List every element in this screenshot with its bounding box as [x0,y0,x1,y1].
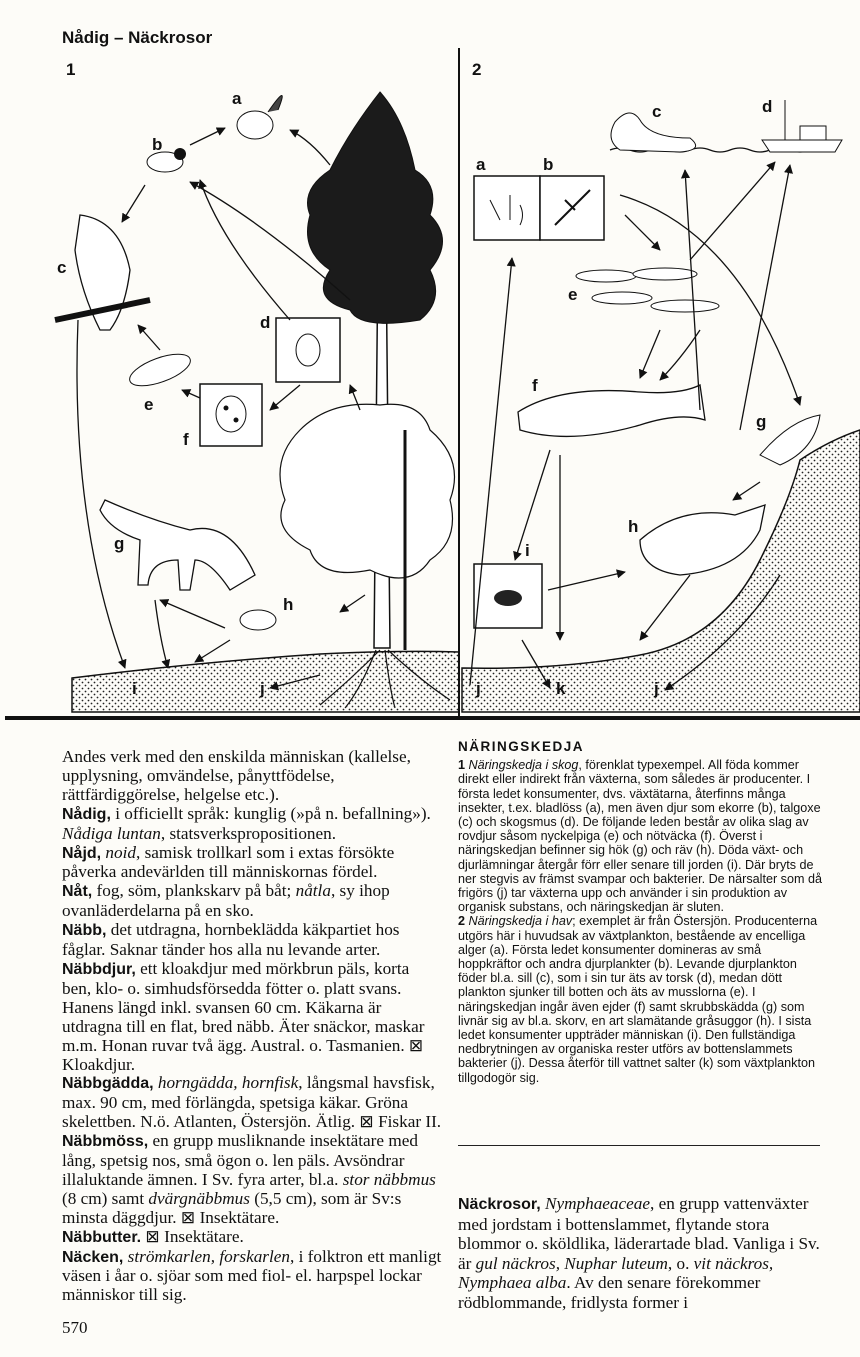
phytoplankton-box [474,176,540,240]
food-chain-illustration [0,40,860,730]
page-number: 570 [62,1318,88,1337]
forest-soil [72,651,459,712]
sea-label: d [762,97,773,116]
sea-label: g [756,412,767,431]
caption-para-2: 2 Näringskedja i hav; exemplet är från Östersjön. Producenterna utgörs här i huvudsak av växtplankton, bestående av encelliga alger (a). Första ledet konsumenter domineras av små hoppkräftor och andra djurplankter (b). Levande djurplankton föder bl.a. sill (c), som i sin tur äts av torsk (d), medan dött plankton sjunker till botten och äts av musslorna (e). I näringskedjan ingår även ejder (f) samt skrubbskädda (g) som livnär sig av bl.a. skorv, en art slamätande gråsuggor (h). I sista ledet konsumenter uppträder människan (i). Den fullständiga nedbrytningen av organiska rester utförs av bottenslammets bakterier (j). Dessa återför till vattnet salter (k) som växtplankton tillgodogör sig. [458,914,818,1085]
panel-1-number: 1 [66,60,76,79]
isopod-icon [494,590,522,606]
intro-paragraph: Andes verk med den enskilda människan (kallelse, upplysning, omvändelse, pånyttfödelse, rättfärdiggörelse, helgelse etc.). [62,747,411,804]
entry-nabbgadda: Näbbgädda, horngädda, hornfisk, långsmal havsfisk, max. 90 cm, med förlängda, spetsiga käkar. Gröna skelettben. N.ö. Atlanten, Östersjön. Ätlig. ⊠ Fiskar II. [62,1073,442,1132]
sea-label: a [476,155,486,174]
forest-label: e [144,395,154,414]
fishing-boat-icon [762,100,842,152]
entry-najd: Nåjd, noid, samisk trollkarl som i extas försökte påverka andevärlden till människornas fördel. [62,842,395,882]
sea-label: j [476,679,481,698]
ladybird-icon [216,396,246,432]
naringskedja-caption [458,740,822,1085]
forest-label: i [132,679,137,698]
flounder-icon [640,505,765,575]
sea-panel [462,97,860,712]
sea-label: f [532,376,538,395]
aphid-icon [296,334,320,366]
sea-label: b [543,155,554,174]
forest-label: f [183,430,189,449]
leafy-tree [280,404,455,578]
section-title: NÄRINGSKEDJA [458,739,585,754]
entry-nackrosor: Näckrosor, Nymphaeaceae, en grupp vattenväxter med jordstam i bottenslammet, flytande stora blommor o. sköldlika, läderartade blad. Vanliga i Sv. är gul näckros, Nuphar luteum, o. vit näckros, Nymphaea alba. Av den senare förekommer rödblommande, fridlysta former i [458,1194,820,1312]
page-header: Nådig – Näckrosor [62,28,213,47]
entry-nabbutter: Näbbutter. ⊠ Insektätare. [62,1226,244,1246]
hawk-icon [55,215,150,330]
entry-nacken: Näcken, strömkarlen, forskarlen, i folktron ett manligt väsen i åar o. sjöar som med fiol- el. harpspel lockar människor till sig. [62,1246,442,1305]
sea-label: j [654,679,659,698]
squirrel-icon [237,95,282,139]
entry-nabbdjur: Näbbdjur, ett kloakdjur med mörkbrun päls, korta ben, klo- o. simhudsförsedda fötter o. platt svans. Hanens längd inkl. svansen 60 cm. Käkarna är utdragna till en flat, bred näbb. Äter snäckor, maskar m.m. Honan ruvar två ägg. Austral. o. Tasmanien. ⊠ Kloakdjur. [62,958,425,1074]
caption-divider [458,1145,820,1146]
forest-label: h [283,595,294,614]
forest-label: a [232,89,242,108]
forest-label: g [114,534,125,553]
forest-label: c [57,258,67,277]
entry-nabbmoss: Näbbmöss, en grupp musliknande insektätare med lång, spetsig nos, små ögon o. len päls. Avsöndrar illaluktande ämnen. I Sv. fyra arter, bl.a. stor näbbmus (8 cm) samt dvärgnäbbmus (5,5 cm), som är Sv:s minsta däggdjur. ⊠ Insektätare. [62,1131,436,1227]
entry-nadig: Nådig, i officiellt språk: kunglig (»på n. befallning»). Nådiga luntan, statsverkspropositionen. [62,803,431,843]
entry-nabb: Näbb, det utdragna, hornbeklädda käkpartiet hos fåglar. Saknar tänder hos alla nu levande arter. [62,920,400,960]
forest-label: d [260,313,271,332]
nuthatch-icon [126,348,194,392]
forest-label: b [152,135,163,154]
pine-crown [308,92,443,323]
sea-label: e [568,285,578,304]
dictionary-left-column [62,748,442,1305]
entry-nat: Nåt, fog, söm, plankskarv på båt; nåtla, sy ihop ovanläderdelarna på en sko. [62,881,390,921]
cod-icon [518,385,705,436]
sea-label: c [652,102,662,121]
sea-label: h [628,517,639,536]
herring-icon [576,268,719,312]
forest-panel [55,89,459,712]
sea-label: i [525,541,530,560]
forest-label: j [260,679,265,698]
caption-para-1: 1 Näringskedja i skog, förenklat typexempel. All föda kommer direkt eller indirekt från växterna, som således är producenter. I första ledet konsumenter, dvs. växtätarna, återfinns många insekter, t.ex. bladlöss (a), men även djur som ekorre (b), talgoxe (c) och skogsmus (d). De följande leden består av olika slag av rovdjur såsom nyckelpiga (e) och nötväcka (f). Överst i näringskedjan befinner sig hök (g) och räv (h). Döda växt- och djurlämningar återgår förr eller senare till jorden (i). Där bryts de ner stegvis av främst svampar och bakterier. De närsalter som då frigörs (j) tar växterna upp och använder i sin produktion av organisk substans, och näringskedjan är sluten. [458,758,822,915]
wood-mouse-icon [240,610,276,630]
panel-2-number: 2 [472,60,482,79]
sea-label: k [556,679,566,698]
